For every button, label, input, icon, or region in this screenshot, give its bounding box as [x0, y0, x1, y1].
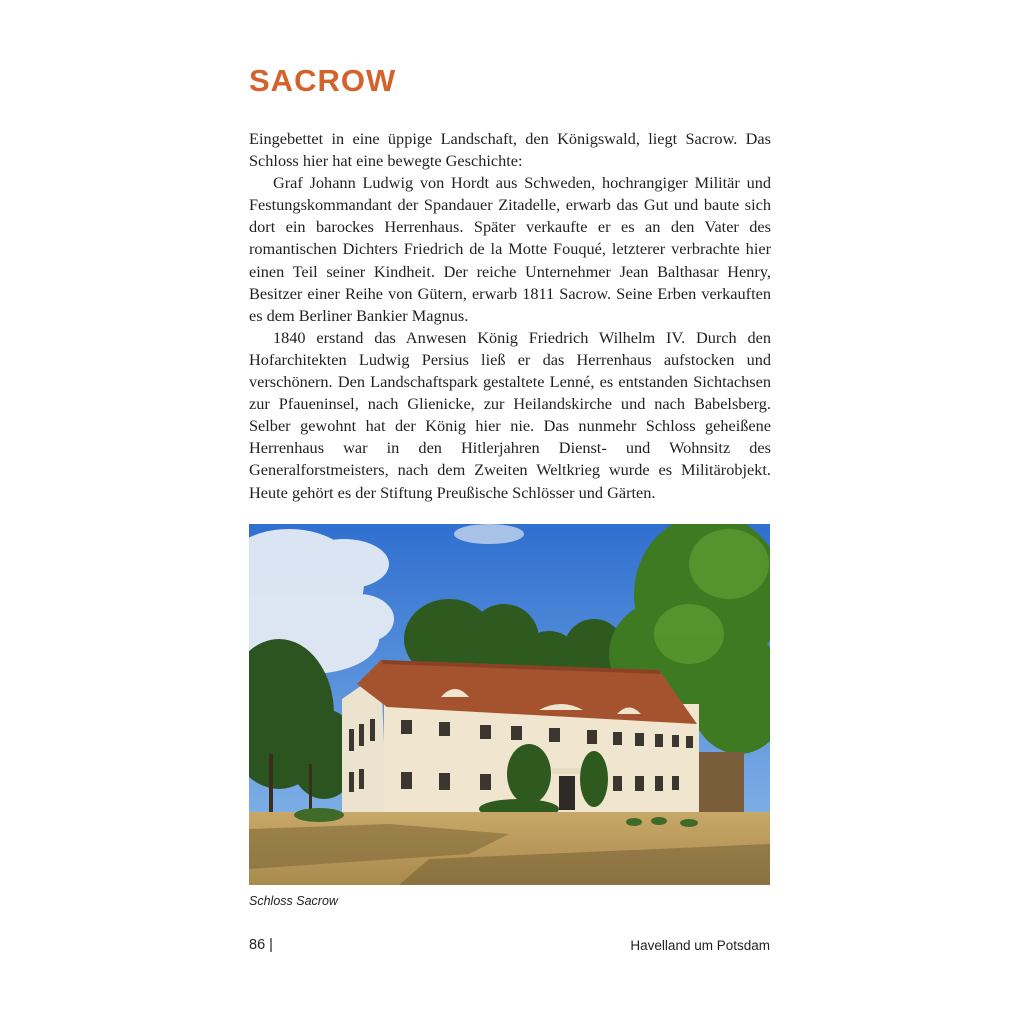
- body-text: [249, 128, 771, 504]
- running-footer-section: Havelland um Potsdam: [630, 938, 770, 953]
- photo-caption: Schloss Sacrow: [249, 894, 338, 908]
- paragraph-intro: Eingebettet in eine üppige Landschaft, den Königswald, liegt Sacrow. Das Schloss hier hat eine bewegte Geschichte:: [249, 129, 771, 171]
- photo-schloss-sacrow: [249, 524, 770, 885]
- page-title: SACROW: [249, 63, 397, 98]
- paragraph-history: Graf Johann Ludwig von Hordt aus Schweden, hochrangiger Militär und Festungskommandant der Spandauer Zitadelle, erwarb das Gut und baute sich dort ein barockes Herrenhaus. Später verkaufte er es an den Vater des romantischen Dichters Friedrich de la Motte Fouqué, letzterer verbrachte hier einen Teil seiner Kindheit. Der reiche Unternehmer Jean Balthasar Henry, Besitzer einer Reihe von Gütern, erwarb 1811 Sacrow. Seine Erben verkauften es dem Berliner Bankier Magnus.: [249, 173, 771, 325]
- photo-illustration: [249, 524, 770, 885]
- page-number: 86 |: [249, 937, 273, 953]
- paragraph-royal: 1840 erstand das Anwesen König Friedrich Wilhelm IV. Durch den Hofarchitekten Ludwig Persius ließ er das Herrenhaus aufstocken und verschönern. Den Landschaftspark gestaltete Lenné, es entstanden Sichtachsen zur Pfaueninsel, nach Glienicke, zur Heilandskirche und nach Babelsberg. Selber gewohnt hat der König hier nie. Das nunmehr Schloss geheißene Herrenhaus war in den Hitlerjahren Dienst- und Wohnsitz des Generalforstmeisters, nach dem Zweiten Weltkrieg wurde es Militärobjekt. Heute gehört es der Stiftung Preußische Schlösser und Gärten.: [249, 327, 771, 502]
